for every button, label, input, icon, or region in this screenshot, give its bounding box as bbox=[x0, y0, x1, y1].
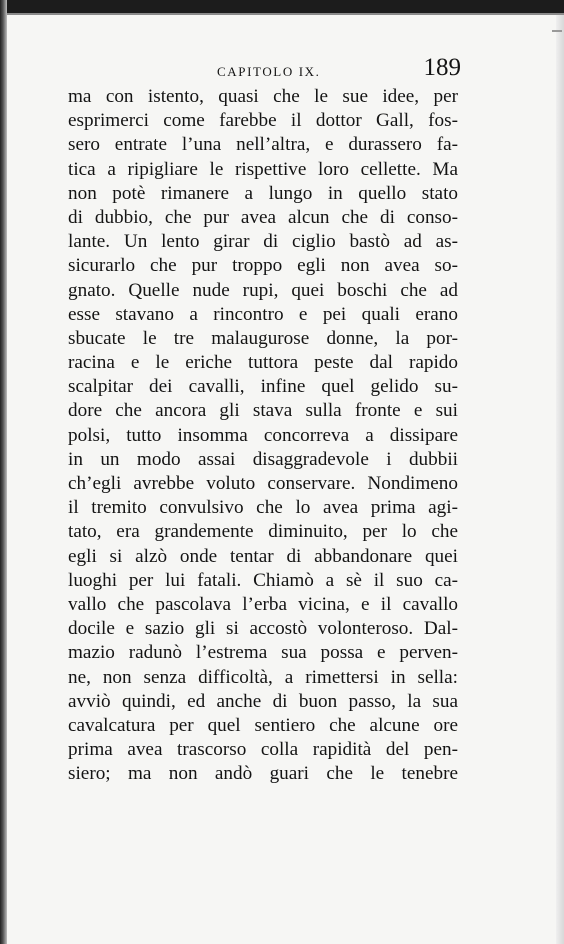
text-line: sbucate le tre malaugurose donne, la por- bbox=[68, 327, 458, 349]
text-line: scalpitar dei cavalli, infine quel gelido su- bbox=[68, 376, 458, 398]
text-line: vallo che pascolava l’erba vicina, e il cavallo bbox=[68, 593, 458, 615]
scan-top-rule bbox=[0, 13, 564, 15]
text-line: sero entrate l’una nell’altra, e durassero fa- bbox=[68, 134, 458, 156]
text-line: polsi, tutto insomma concorreva a dissipare bbox=[68, 424, 458, 446]
text-line: non potè rimanere a lungo in quello stato bbox=[68, 182, 458, 204]
scan-top-border bbox=[0, 0, 564, 13]
text-line: ne, non senza difficoltà, a rimettersi in sella: bbox=[68, 666, 458, 688]
text-line: lante. Un lento girar di ciglio bastò ad as- bbox=[68, 231, 458, 253]
scan-right-edge bbox=[556, 15, 564, 944]
text-line: egli si alzò onde tentar di abbandonare quei bbox=[68, 545, 458, 567]
text-line: di dubbio, che pur avea alcun che di conso- bbox=[68, 206, 458, 228]
text-line: tica a ripigliare le rispettive loro cellette. Ma bbox=[68, 158, 458, 180]
text-line: prima avea trascorso colla rapidità del pen- bbox=[68, 739, 458, 761]
text-line: sicurarlo che pur troppo egli non avea so- bbox=[68, 255, 458, 277]
text-line: siero; ma non andò guari che le tenebre bbox=[68, 763, 458, 785]
text-line: in un modo assai disaggradevole i dubbii bbox=[68, 448, 458, 470]
text-line: ma con istento, quasi che le sue idee, per bbox=[68, 86, 458, 107]
running-title: CAPITOLO IX. bbox=[217, 64, 321, 79]
text-line: dore che ancora gli stava sulla fronte e sui bbox=[68, 400, 458, 422]
text-line: gnato. Quelle nude rupi, quei boschi che ad bbox=[68, 279, 458, 301]
text-line: esse stavano a rincontro e pei quali erano bbox=[68, 303, 458, 325]
text-line: racina e le eriche tuttora peste dal rapido bbox=[68, 352, 458, 374]
text-line: mazio radunò l’estrema sua possa e perven- bbox=[68, 642, 458, 664]
page-header bbox=[70, 54, 465, 88]
text-line: il tremito convulsivo che lo avea prima agi- bbox=[68, 497, 458, 519]
text-line: tato, era grandemente diminuito, per lo che bbox=[68, 521, 458, 543]
scan-corner-mark bbox=[552, 30, 562, 32]
text-line: cavalcatura per quel sentiero che alcune ore bbox=[68, 714, 458, 736]
text-line: ch’egli avrebbe voluto conservare. Nondimeno bbox=[68, 473, 458, 494]
text-line: luoghi per lui fatali. Chiamò a sè il suo ca- bbox=[68, 569, 458, 591]
text-line: esprimerci come farebbe il dottor Gall, fos- bbox=[68, 110, 458, 132]
text-line: avviò quindi, ed anche di buon passo, la sua bbox=[68, 690, 458, 712]
scan-left-edge bbox=[0, 0, 7, 944]
body-text bbox=[68, 85, 458, 786]
text-line: docile e sazio gli si accostò volonteroso. Dal- bbox=[68, 618, 458, 640]
page-number: 189 bbox=[423, 54, 461, 81]
